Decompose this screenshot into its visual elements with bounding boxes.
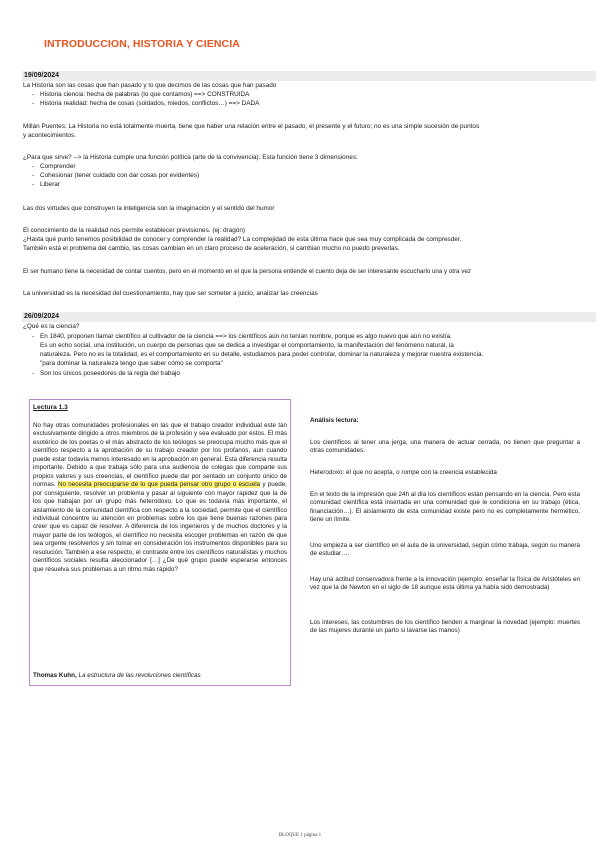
quote-text: y puede, por consiguiente, resolver un problema y pasar al siguiente con mayor rapidez que la de los que trabajan por un grupo más heterodoxo. Lo que es todavía más importante, el aislamiento de la comunidad científica con respecto a la sociedad, permite que el científico individual concentre su atención en problemas sobre los que tiene buenas razones para creer que es capaz de resolver. A diferencia de los ingenieros y de muchos doctores y la mayor parte de los teólogos, el científico no necesita escoger problemas en razón de que sea urgente resolverlos y sin tomar en consideración los instrumentos disponibles para su resolución. También a ese respecto, el contraste entre los científicos naturalistas y muchos científicos sociales resulta aleccionador […] ¿De qué grupo puede esperarse entonces que resuelva sus problemas a un ritmo más rápido? [33,481,287,573]
citation-author: Thomas Kuhn, [33,672,77,679]
paragraph: El conocimiento de la realidad nos permite establecer previsiones. (ej: dragón) [23,227,246,234]
bullet-item: - Son los únicos poseedores de la regla del trabajo [40,370,180,378]
quote-text: No hay otras comunidades profesionales en las que el trabajo creador individual este tan exclusivamente dirigido a otros miembros de la profesión y sea evaluado por éstos. El más esotérico de los poetas o el más abstracto de los teólogos se preocupa mucho más que el científico respecto a la aprobación de su trabajo creador por los profanos, aun cuando puede estar todavía menos interesado en la aprobación en general. Esta diferencia resulta importante. Debido a que trabaja sólo para una audiencia de colegas que comparte sus propios valores y sus creencias, el científico puede dar por sentado un conjunto único de normas. [33,422,287,489]
paragraph: Millán Puentes: La Historia no está totalmente muerta, tiene que haber una relación entre el pasado, el presente y el futuro; no es una simple sucesión de puntos [23,123,480,130]
highlighted-text: No necesita preocuparse de lo que pueda pensar otro grupo o escuela [57,481,261,489]
bullet-item: - Cohesionar (tener cuidado con dar cosas por evidentes) [40,172,199,180]
date-header: 26/09/2024 [22,312,596,322]
bullet-item: - Historia ciencia: hecha de palabras (lo que contamos) ==> CONSTRUIDA [40,91,249,99]
bullet-continuation: naturaleza. Pero no es la totalidad, es el comportamiento en su detalle, estudiamos para poder controlar, dominar la naturaleza y mejorar nuestra existencia. [40,351,484,358]
reading-title: Lectura 1.3 [33,404,68,411]
paragraph: El ser humano tiene la necesidad de contar cuentos, pero en el momento en el que la persona entiende el cuento deja de ser interesante escucharlo una y otra vez [23,268,471,275]
paragraph: Las dos virtudes que construyen la inteligencia son la imaginación y el sentido del humor [23,205,275,212]
analysis-paragraph: Heterodoxo: él que no acepta, o rompe con la creencia establecida [310,469,497,476]
analysis-paragraph: En el texto de la impresión que 24h al día los científicos están pensando en la ciencia. Pero esta comunidad científica está insertada en una comunidad que le condiciona en su trabajo (ética, financiación…). El aislamiento de esta comunidad existe pero no es completamente hermético, tiene un límite. [310,491,580,524]
paragraph: y acontecimientos. [23,132,76,139]
citation-book: La estructura de las revoluciones científicas [78,672,201,679]
analysis-paragraph: Hay una actitud conservadora frente a la innovación (ejemplo: enseñar la física de Aristóteles en vez que la de Newton en el siglo de 18 aunque esta última ya había sido demostrada) [310,576,580,592]
analysis-paragraph: Los científicos al tener una jerga, una manera de actuar cerrada, no tienen que preguntar a otras comunidades. [310,439,580,455]
analysis-title: Análisis lectura: [310,417,359,424]
page-footer: BLOQUE 1 página 1 [278,833,322,838]
bullet-item: - Comprender [40,163,76,171]
paragraph: La universidad es la necesidad del cuestionamiento, hay que ser someter a juicio, analizar las creencias [23,290,318,297]
analysis-paragraph: Los intereses, las costumbres de los científico tienden a marginar la novedad (ejemplo: muertes de las mujeres durante un parto si lavarse las manos) [310,619,580,635]
reading-citation [33,672,201,679]
paragraph: ¿Para que sirve? --> la Historia cumple una función política (arte de la convivencia). Esta función tiene 3 dimensiones: [23,154,358,161]
bullet-continuation: Es un echo social, una institución, un cuerpo de personas que se dedica a investigar el comportamiento, la manifestación del fenómeno natural, la [40,342,454,349]
paragraph: ¿Hasta qué punto tenemos posibilidad de conocer y comprender la realidad? La complejidad de esta última hace que sea muy complicada de compresder. [23,236,462,243]
bullet-item: - Liberar [40,181,60,189]
bullet-item: - Historia realidad: hecha de cosas (soldados, miedos, conflictos…) ==> DADA [40,100,259,108]
reading-quote [33,422,287,574]
paragraph: La Historia son las cosas que han pasado y lo que decimos de las cosas que han pasado [23,82,277,89]
paragraph: ¿Qué es la ciencia? [23,323,80,330]
date-header: 19/09/2024 [22,71,596,81]
analysis-paragraph: Uno empieza a ser científico en el aula de la universidad, según cómo trabaja, según su manera de estudiar…. [310,542,580,558]
bullet-item: - En 1840, proponen llamar científico al cultivador de la ciencia ==> los científicos aún no tenían nombre, porque es algo nuevo que aún no existía. [40,333,452,341]
paragraph: También está el problema del cambio, las cosas cambian en un claro proceso de aceleración, si cambian mucho no puedo preverlas. [23,245,400,252]
document-title: INTRODUCCION, HISTORIA Y CIENCIA [44,38,240,50]
bullet-continuation: "para dominar la naturaleza tengo que saber cómo se comporta" [40,360,223,367]
